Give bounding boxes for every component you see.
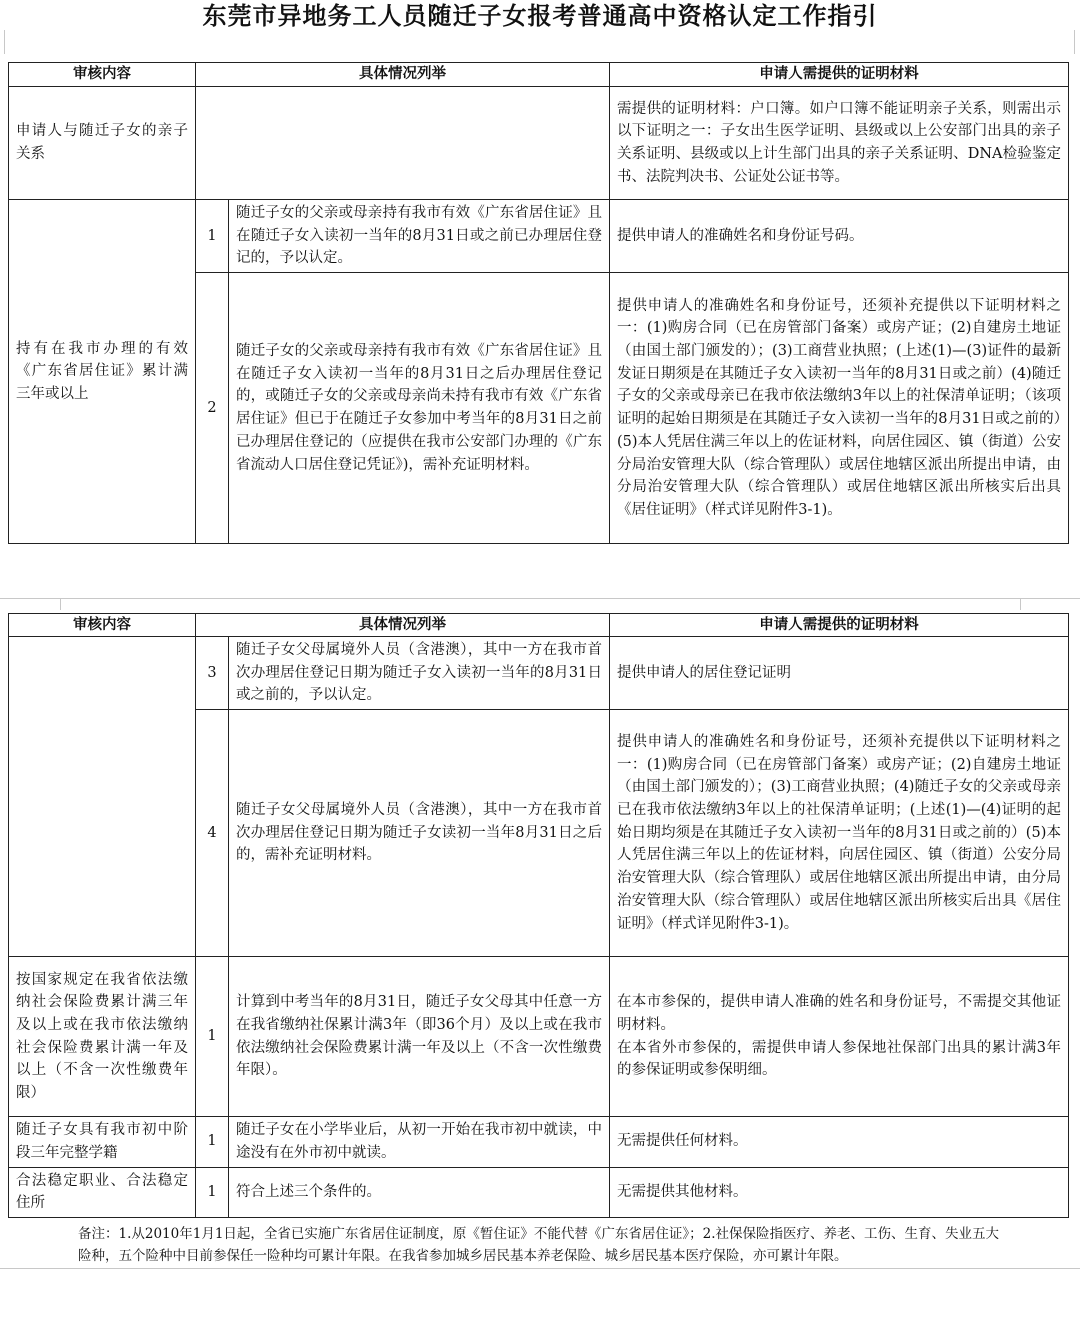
row-number: 1 — [196, 1117, 229, 1167]
footnote: 备注：1.从2010年1月1日起，全省已实施广东省居住证制度，原《暂住证》不能代替《广东省居住证》；2.社保保险指医疗、养老、工伤、生育、失业五大险种，五个险种中目前参保任一险种均可累计年限。在我省参加城乡居民基本养老保险、城乡居民基本医疗保险，亦可累计年限。 — [78, 1226, 1000, 1264]
row-number: 1 — [196, 200, 229, 273]
table-row — [9, 1117, 1069, 1167]
situation-cell: 随迁子女的父亲或母亲持有我市有效《广东省居住证》且在随迁子女入读初一当年的8月31日之后办理居住登记的，或随迁子女的父亲或母亲尚未持有我市有效《广东省居住证》但已于在随迁子女参加中考当年的8月31日之前已办理居住登记的（应提供在我市公安部门办理的《广东省流动人口居住登记凭证》)，需补充证明材料。 — [229, 273, 610, 544]
row-number: 2 — [196, 273, 229, 544]
situation-cell: 随迁子女的父亲或母亲持有我市有效《广东省居住证》且在随迁子女入读初一当年的8月31日或之前已办理居住登记的，予以认定。 — [229, 200, 610, 273]
table-header-row — [9, 614, 1069, 637]
crop-mark — [1074, 30, 1079, 54]
materials-cell: 提供申请人的准确姓名和身份证号码。 — [610, 200, 1069, 273]
materials-cell: 需提供的证明材料：户口簿。如户口簿不能证明亲子关系，则需出示以下证明之一：子女出生医学证明、县级或以上公安部门出具的亲子关系证明、县级或以上计生部门出具的亲子关系证明、DNA检验鉴定书、法院判决书、公证处公证书等。 — [610, 87, 1069, 200]
header-situations: 具体情况列举 — [196, 614, 610, 637]
materials-cell: 无需提供任何材料。 — [610, 1117, 1069, 1167]
materials-cell: 提供申请人的准确姓名和身份证号，还须补充提供以下证明材料之一：(1)购房合同（已在房管部门备案）或房产证；(2)自建房土地证（由国土部门颁发的）；(3)工商营业执照；(4)随迁子女的父亲或母亲已在我市依法缴纳3年以上的社保清单证明；(上述(1)—(4)证明的起始日期均须是在其随迁子女入读初一当年的8月31日或之前的）(5)本人凭居住满三年以上的佐证材料，向居住园区、镇（街道）公安分局治安管理大队（综合管理队）或居住地辖区派出所提出申请，由分局治安管理大队（综合管理队）或居住地辖区派出所核实后出具《居住证明》（样式详见附件3-1)。 — [610, 710, 1069, 957]
page-title: 东莞市异地务工人员随迁子女报考普通高中资格认定工作指引 — [202, 2, 878, 30]
situation-cell: 随迁子女父母属境外人员（含港澳），其中一方在我市首次办理居住登记日期为随迁子女读初一当年8月31日之后的，需补充证明材料。 — [229, 710, 610, 957]
category-cell: 合法稳定职业、合法稳定住所 — [9, 1167, 196, 1217]
table-row — [9, 1167, 1069, 1217]
table-row — [9, 957, 1069, 1117]
table-header-row — [9, 63, 1069, 87]
row-number: 3 — [196, 637, 229, 710]
materials-cell — [610, 957, 1069, 1117]
situation-cell: 符合上述三个条件的。 — [229, 1167, 610, 1217]
row-number: 1 — [196, 1167, 229, 1217]
requirements-table-page-1 — [8, 62, 1069, 544]
crop-mark — [1020, 598, 1021, 610]
materials-cell: 提供申请人的准确姓名和身份证号，还须补充提供以下证明材料之一：(1)购房合同（已在房管部门备案）或房产证；(2)自建房土地证（由国土部门颁发的）；(3)工商营业执照；(上述(1)—(3)证件的最新发证日期须是在其随迁子女入读初一当年的8月31日或之前）(4)随迁子女的父亲或母亲已在我市依法缴纳3年以上的社保清单证明；（该项证明的起始日期须是在其随迁子女入读初一当年的8月31日或之前的）(5)本人凭居住满三年以上的佐证材料，向居住园区、镇（街道）公安分局治安管理大队（综合管理队）或居住地辖区派出所提出申请，由分局治安管理大队（综合管理队）或居住地辖区派出所核实后出具《居住证明》（样式详见附件3-1)。 — [610, 273, 1069, 544]
materials-cell: 提供申请人的居住登记证明 — [610, 637, 1069, 710]
crop-mark — [60, 598, 61, 610]
requirements-table-page-2 — [8, 613, 1069, 1218]
header-situations: 具体情况列举 — [196, 63, 610, 87]
situation-cell: 随迁子女在小学毕业后，从初一开始在我市初中就读，中途没有在外市初中就读。 — [229, 1117, 610, 1167]
category-cell: 按国家规定在我省依法缴纳社会保险费累计满三年及以上或在我市依法缴纳社会保险费累计满一年及以上（不含一次性缴费年限） — [9, 957, 196, 1117]
materials-line: 在本省外市参保的，需提供申请人参保地社保部门出具的累计满3年的参保证明或参保明细。 — [617, 1039, 1061, 1079]
table-row — [9, 200, 1069, 273]
header-materials: 申请人需提供的证明材料 — [610, 63, 1069, 87]
crop-mark — [0, 30, 5, 54]
crop-mark — [0, 598, 1080, 599]
materials-line: 在本市参保的，提供申请人准确的姓名和身份证号，不需提交其他证明材料。 — [617, 994, 1061, 1033]
situation-cell: 计算到中考当年的8月31日，随迁子女父母其中任意一方在我省缴纳社保累计满3年（即36个月）及以上或在我市依法缴纳社会保险费累计满一年及以上（不含一次性缴费年限）。 — [229, 957, 610, 1117]
situation-cell-empty — [196, 87, 610, 200]
header-review-content: 审核内容 — [9, 614, 196, 637]
category-cell: 持有在我市办理的有效《广东省居住证》累计满三年或以上 — [9, 200, 196, 544]
category-cell: 随迁子女具有我市初中阶段三年完整学籍 — [9, 1117, 196, 1167]
crop-mark — [0, 1268, 1080, 1269]
category-cell-continued — [9, 637, 196, 957]
row-number: 4 — [196, 710, 229, 957]
materials-cell: 无需提供其他材料。 — [610, 1167, 1069, 1217]
row-number: 1 — [196, 957, 229, 1117]
situation-cell: 随迁子女父母属境外人员（含港澳），其中一方在我市首次办理居住登记日期为随迁子女入读初一当年的8月31日或之前的，予以认定。 — [229, 637, 610, 710]
header-review-content: 审核内容 — [9, 63, 196, 87]
header-materials: 申请人需提供的证明材料 — [610, 614, 1069, 637]
table-row — [9, 637, 1069, 710]
category-cell: 申请人与随迁子女的亲子关系 — [9, 87, 196, 200]
table-row — [9, 87, 1069, 200]
